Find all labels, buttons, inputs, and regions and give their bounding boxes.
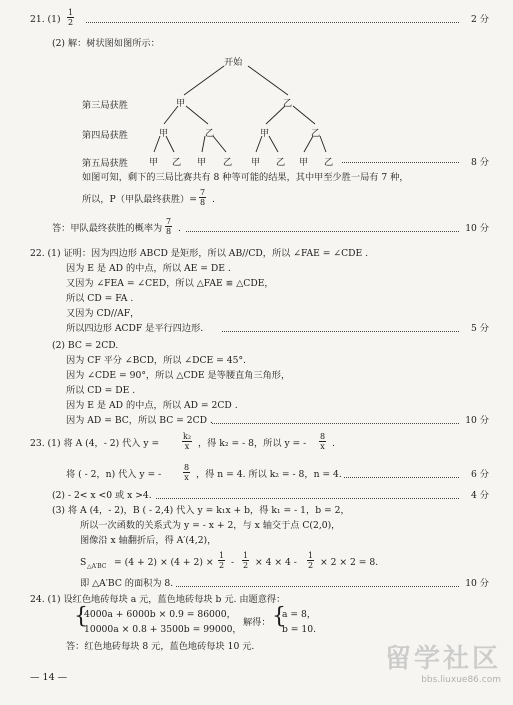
- fraction: $\frac{7}{8}$: [166, 217, 172, 236]
- tree-node: 乙: [283, 98, 293, 109]
- tree-leaf: 乙: [276, 157, 286, 168]
- tree-leaf: 乙: [172, 157, 182, 168]
- tree-row-label-5: 第五局获胜: [82, 158, 128, 169]
- tree-start: 开始: [224, 57, 243, 68]
- score-q23-3: 10 分: [465, 578, 489, 589]
- fraction: $\frac{7}{8}$: [200, 188, 206, 207]
- page-number: — 14 —: [30, 672, 68, 683]
- q21-fraction: $\frac{1}{2}$: [68, 8, 74, 27]
- tree-node: 甲: [176, 98, 186, 109]
- score-q22-2: 10 分: [465, 415, 489, 426]
- score-q22-1: 5 分: [471, 323, 489, 334]
- score-q21-1: 2 分: [471, 14, 489, 25]
- score-q23-2: 4 分: [471, 490, 489, 501]
- tree-leaf: 甲: [197, 157, 207, 168]
- tree-node: 甲: [159, 128, 169, 139]
- leader-dots: [342, 162, 459, 163]
- leader-dots: [186, 231, 459, 232]
- tree-node: 乙: [205, 128, 215, 139]
- tree-leaf: 甲: [251, 157, 261, 168]
- tree-row-label-3: 第三局获胜: [82, 100, 128, 111]
- tree-node: 甲: [260, 128, 270, 139]
- tree-node: 乙: [311, 128, 321, 139]
- leader-dots: [344, 477, 459, 478]
- score-q23-1: 6 分: [471, 469, 489, 480]
- leader-dots: [222, 331, 459, 332]
- leader-dots: [176, 586, 459, 587]
- answer-page: 21. (1) $\frac{1}{2}$ 2 分 (2) 解：树状图如图所示： 开始 第三局获胜 第四局获胜 第五局获胜 甲 乙 甲 乙 甲 乙 甲 乙 甲 乙 甲 乙 甲 乙 8 分 如图可知，剩下的三局比赛共有 8 种等可能的结果，其中甲至少胜一局有 7 种， 所以，P（甲队最终获胜）= $\frac{7}{8}$ . 答：甲队最终获胜的概率为 $\frac{7}{8}$ . 10 分 22. (1) 证明：因为四边形 ABCD 是矩形，所以 AB//CD，所以 ∠FAE = ∠CDE . 因为 E 是 AD 的中点，所以 AE = DE . 又因为 ∠FEA = ∠CED，所以 △FAE ≌ △CDE， 所以 CD = FA . 又因为 CD//AF， 所以四边形 ACDF 是平行四边形. 5 分 (2) BC = 2CD. 因为 CF 平分 ∠BCD，所以 ∠DCE = 45°. 因为 ∠CDE = 90°，所以 △CDE 是等腰直角三角形， 所以 CD = DE . 因为 E 是 AD 的中点，所以 AD = 2CD . 因为 AD = BC，所以 BC = 2CD . 10 分 23. (1) 将 A (4，- 2) 代入 y = $\frac{\text{k₂}}{x}$ ，得 k₂ = - 8，所以 y = - $\frac{8}{x}$ . 将 ( - 2，n) 代入 y = - $\frac{8}{x}$ ，得 n = 4. 所以 k₂ = - 8，n = 4. 6 分 (2) - 2< x <0 或 x >4. 4 分 (3) 将 A (4，- 2)，B ( - 2,4) 代入 y = k₁x + b，得 k₁ = - 1，b = 2， 所以一次函数的关系式为 y = - x + 2，与 x 轴交于点 C(2,0)， 图像沿 x 轴翻折后，得 A′(4,2)， S △A′BC = (4 + 2) × (4 + 2) × $\frac{1}{2}$ - $\frac{1}{2}$ × 4 × 4 - $\frac{1}{2}$ × 2 × 2 = 8. 即 △A′BC 的面积为 8. 10 分 24. (1) 设红色地砖每块 a 元，蓝色地砖每块 b 元. 由题意得： { 4000a + 6000b × 0.9 = 86000， 10000a × 0.8 + 3500b = 99000， 解得： { a = 8， b = 10. 答：红色地砖每块 8 元，蓝色地砖每块 10 元. — 14 — 留学社区 bbs.liuxue86.com: [0, 0, 513, 705]
- tree-leaf: 乙: [324, 157, 334, 168]
- tree-leaf: 乙: [223, 157, 233, 168]
- q21-label: 21. (1): [30, 14, 61, 25]
- leader-dots: [212, 423, 459, 424]
- brace-left: {: [74, 604, 88, 629]
- tree-row-label-4: 第四局获胜: [82, 130, 128, 141]
- tree-leaf: 甲: [299, 157, 309, 168]
- tree-leaf: 甲: [149, 157, 159, 168]
- score-q21-2: 8 分: [471, 157, 489, 168]
- watermark-logo: 留学社区 bbs.liuxue86.com: [384, 644, 501, 685]
- brace-right: {: [272, 604, 286, 629]
- score-q21-3: 10 分: [465, 223, 489, 234]
- leader-dots: [156, 498, 459, 499]
- tree-diagram: [0, 0, 513, 180]
